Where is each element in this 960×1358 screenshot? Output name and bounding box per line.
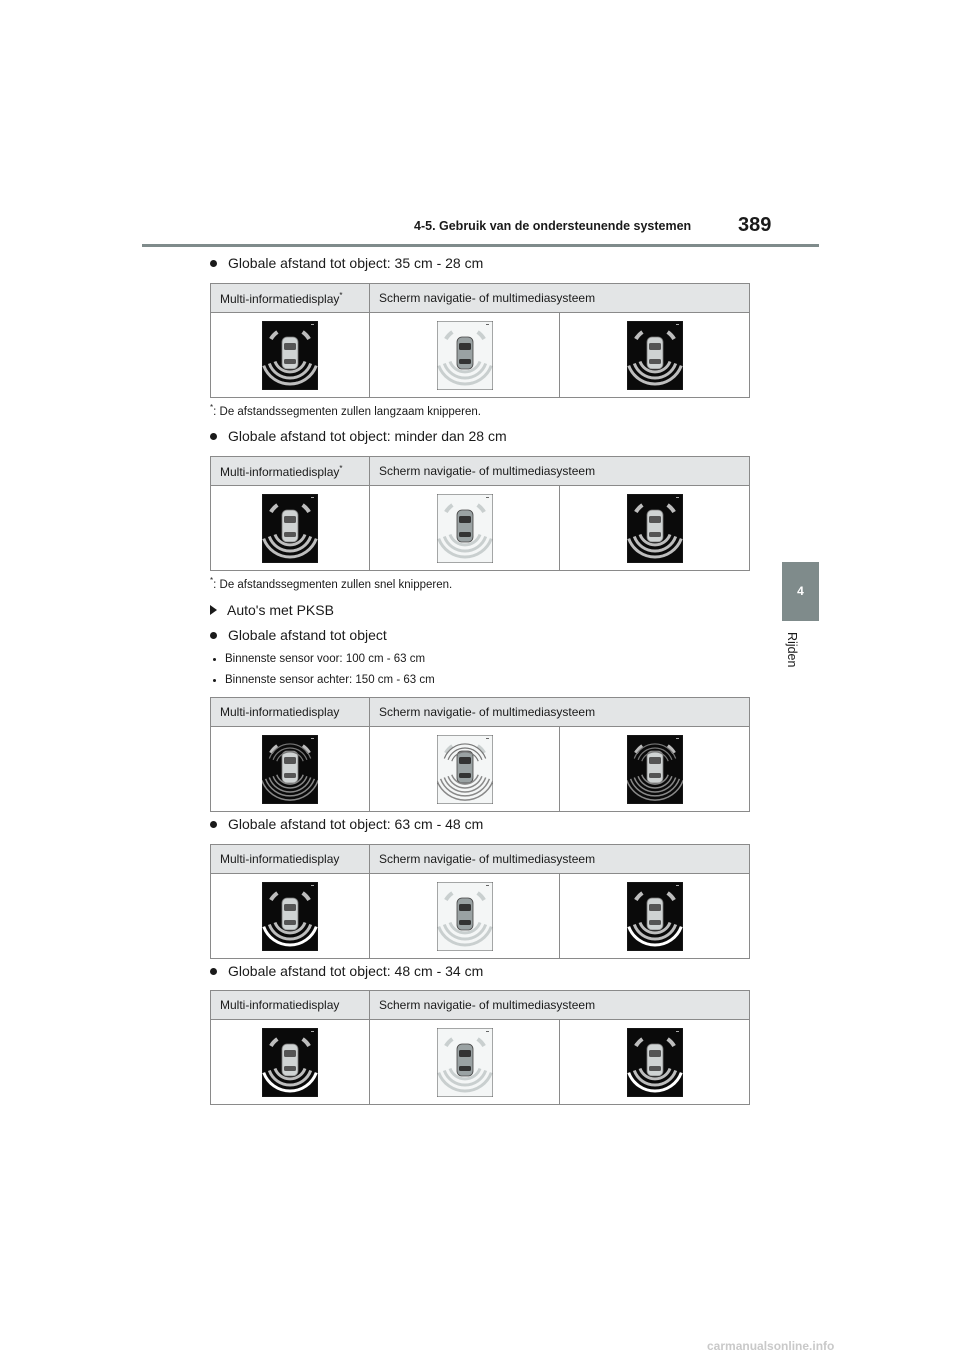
- nav-image: [560, 727, 750, 812]
- nav-display-image: [627, 1028, 683, 1097]
- watermark: carmanualsonline.info: [707, 1339, 835, 1353]
- col-header-nav: Scherm navigatie- of multimediasysteem: [370, 284, 750, 313]
- small-bullet-icon: [213, 679, 216, 682]
- mid-display-image: [262, 735, 318, 804]
- nav-display-image: [437, 735, 493, 804]
- col-header-mid: Multi-informatiedisplay*: [211, 284, 370, 313]
- mid-image: [211, 313, 370, 398]
- nav-image: [370, 486, 560, 571]
- bullet-icon: [210, 968, 217, 975]
- nav-image: [370, 1020, 560, 1105]
- mid-image: [211, 1020, 370, 1105]
- header-rule: [142, 244, 819, 247]
- mid-display-image: [262, 321, 318, 390]
- bullet-icon: [210, 821, 217, 828]
- footnote: *: De afstandssegmenten zullen langzaam knipperen.: [210, 403, 481, 418]
- nav-display-image: [437, 321, 493, 390]
- col-header-mid: Multi-informatiedisplay: [211, 698, 370, 727]
- nav-display-image: [627, 735, 683, 804]
- display-table: [210, 456, 750, 571]
- list-item: [210, 674, 435, 686]
- footnote: *: De afstandssegmenten zullen snel knipperen.: [210, 576, 453, 591]
- chapter-label: Rijden: [785, 632, 799, 668]
- col-header-nav: Scherm navigatie- of multimediasysteem: [370, 457, 750, 486]
- mid-image: [211, 727, 370, 812]
- section-title: 4-5. Gebruik van de ondersteunende systemen: [414, 219, 692, 233]
- bullet-text: Globale afstand tot object: 63 cm - 48 cm: [228, 816, 484, 832]
- nav-image: [370, 313, 560, 398]
- list-item-text: Binnenste sensor achter: 150 cm - 63 cm: [225, 674, 435, 686]
- nav-display-image: [627, 494, 683, 563]
- chapter-tab[interactable]: 4: [782, 562, 819, 621]
- bullet-item: [210, 255, 483, 271]
- bullet-text: Globale afstand tot object: [228, 627, 387, 643]
- bullet-icon: [210, 433, 217, 440]
- page-number: 389: [738, 214, 772, 236]
- bullet-text: Globale afstand tot object: 48 cm - 34 cm: [228, 963, 484, 979]
- nav-image: [370, 874, 560, 959]
- bullet-item: [210, 428, 507, 444]
- nav-image: [560, 874, 750, 959]
- nav-display-image: [437, 882, 493, 951]
- nav-display-image: [627, 321, 683, 390]
- col-header-nav: Scherm navigatie- of multimediasysteem: [370, 845, 750, 874]
- nav-display-image: [437, 494, 493, 563]
- mid-image: [211, 874, 370, 959]
- nav-display-image: [437, 1028, 493, 1097]
- col-header-mid: Multi-informatiedisplay: [211, 991, 370, 1020]
- col-header-mid: Multi-informatiedisplay*: [211, 457, 370, 486]
- subheading-text: Auto's met PKSB: [227, 602, 334, 618]
- col-header-mid: Multi-informatiedisplay: [211, 845, 370, 874]
- mid-image: [211, 486, 370, 571]
- bullet-item: [210, 963, 483, 979]
- bullet-icon: [210, 632, 217, 639]
- nav-image: [370, 727, 560, 812]
- display-table: [210, 990, 750, 1105]
- bullet-item: [210, 816, 483, 832]
- nav-image: [560, 1020, 750, 1105]
- display-table: [210, 697, 750, 812]
- bullet-text: Globale afstand tot object: 35 cm - 28 cm: [228, 255, 484, 271]
- nav-image: [560, 313, 750, 398]
- nav-display-image: [627, 882, 683, 951]
- list-item: [210, 653, 425, 665]
- mid-display-image: [262, 882, 318, 951]
- bullet-text: Globale afstand tot object: minder dan 28 cm: [228, 428, 507, 444]
- small-bullet-icon: [213, 658, 216, 661]
- mid-display-image: [262, 494, 318, 563]
- bullet-icon: [210, 260, 217, 267]
- nav-image: [560, 486, 750, 571]
- display-table: [210, 844, 750, 959]
- col-header-nav: Scherm navigatie- of multimediasysteem: [370, 991, 750, 1020]
- triangle-icon: [210, 605, 217, 615]
- list-item-text: Binnenste sensor voor: 100 cm - 63 cm: [225, 653, 426, 665]
- display-table: [210, 283, 750, 398]
- mid-display-image: [262, 1028, 318, 1097]
- subheading: [210, 602, 334, 618]
- col-header-nav: Scherm navigatie- of multimediasysteem: [370, 698, 750, 727]
- bullet-item: [210, 627, 387, 643]
